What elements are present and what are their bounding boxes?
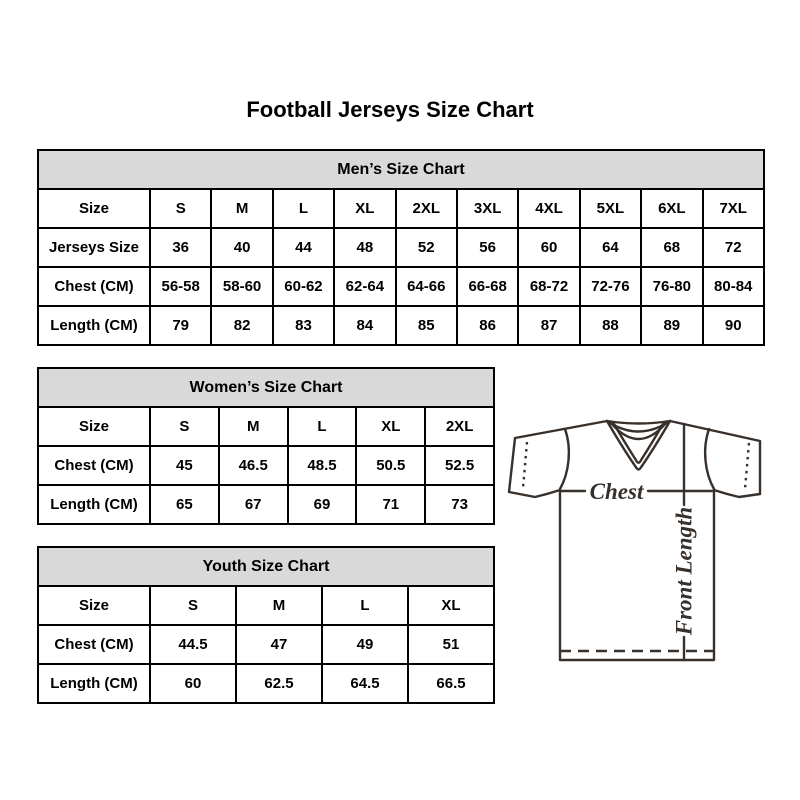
table-row: [38, 306, 764, 345]
size-cell: 69: [288, 485, 357, 524]
table-row: [38, 189, 764, 228]
table-header-row: [38, 150, 764, 189]
table-row: [38, 586, 494, 625]
table-row: [38, 267, 764, 306]
chest-measure-label: Chest: [589, 479, 644, 504]
size-cell: 52: [396, 228, 457, 267]
cuff-dotted-line-right: [745, 443, 749, 489]
size-cell: 7XL: [703, 189, 764, 228]
row-label: Size: [38, 189, 150, 228]
size-cell: 71: [356, 485, 425, 524]
womens-table-title: Women’s Size Chart: [38, 368, 494, 407]
size-cell: 56-58: [150, 267, 211, 306]
size-cell: 48: [334, 228, 395, 267]
size-cell: L: [322, 586, 408, 625]
size-cell: 87: [518, 306, 579, 345]
size-cell: 49: [322, 625, 408, 664]
table-row: [38, 625, 494, 664]
size-cell: 62-64: [334, 267, 395, 306]
size-cell: 72: [703, 228, 764, 267]
mens-size-table: [37, 149, 765, 346]
size-cell: 79: [150, 306, 211, 345]
row-label: Length (CM): [38, 485, 150, 524]
size-cell: 68-72: [518, 267, 579, 306]
table-row: [38, 485, 494, 524]
size-cell: 64.5: [322, 664, 408, 703]
row-label: Jerseys Size: [38, 228, 150, 267]
size-cell: 50.5: [356, 446, 425, 485]
size-cell: 85: [396, 306, 457, 345]
row-label: Chest (CM): [38, 446, 150, 485]
size-cell: 40: [211, 228, 272, 267]
size-cell: 90: [703, 306, 764, 345]
size-cell: 76-80: [641, 267, 702, 306]
size-cell: 67: [219, 485, 288, 524]
size-cell: 66.5: [408, 664, 494, 703]
row-label: Length (CM): [38, 306, 150, 345]
size-cell: M: [219, 407, 288, 446]
size-cell: 56: [457, 228, 518, 267]
size-cell: 6XL: [641, 189, 702, 228]
size-cell: 64-66: [396, 267, 457, 306]
size-cell: 88: [580, 306, 641, 345]
size-cell: 82: [211, 306, 272, 345]
size-cell: 62.5: [236, 664, 322, 703]
size-cell: 89: [641, 306, 702, 345]
youth-size-table: [37, 546, 495, 704]
table-header-row: [38, 368, 494, 407]
row-label: Size: [38, 407, 150, 446]
table-row: [38, 664, 494, 703]
size-cell: 60: [518, 228, 579, 267]
cuff-dotted-line-left: [523, 442, 527, 488]
size-cell: 44: [273, 228, 334, 267]
armhole-seam-right: [705, 429, 714, 489]
size-cell: L: [273, 189, 334, 228]
size-cell: 44.5: [150, 625, 236, 664]
size-cell: 83: [273, 306, 334, 345]
size-cell: XL: [356, 407, 425, 446]
size-cell: 80-84: [703, 267, 764, 306]
table-header-row: [38, 547, 494, 586]
size-cell: 36: [150, 228, 211, 267]
size-cell: L: [288, 407, 357, 446]
size-cell: XL: [334, 189, 395, 228]
size-cell: XL: [408, 586, 494, 625]
row-label: Size: [38, 586, 150, 625]
table-row: [38, 228, 764, 267]
size-cell: 60-62: [273, 267, 334, 306]
size-cell: 65: [150, 485, 219, 524]
size-cell: 72-76: [580, 267, 641, 306]
size-cell: S: [150, 189, 211, 228]
size-cell: 68: [641, 228, 702, 267]
collar-top-edge: [607, 421, 670, 424]
youth-table-title: Youth Size Chart: [38, 547, 494, 586]
womens-size-table: [37, 367, 495, 525]
size-cell: 73: [425, 485, 494, 524]
mens-table-title: Men’s Size Chart: [38, 150, 764, 189]
size-cell: 52.5: [425, 446, 494, 485]
size-cell: 58-60: [211, 267, 272, 306]
size-cell: 66-68: [457, 267, 518, 306]
armhole-seam-left: [560, 429, 569, 489]
size-cell: 4XL: [518, 189, 579, 228]
row-label: Chest (CM): [38, 625, 150, 664]
front-length-measure-label: Front Length: [671, 506, 697, 636]
size-cell: 2XL: [425, 407, 494, 446]
size-cell: 86: [457, 306, 518, 345]
size-cell: 48.5: [288, 446, 357, 485]
row-label: Chest (CM): [38, 267, 150, 306]
size-cell: 2XL: [396, 189, 457, 228]
size-cell: 46.5: [219, 446, 288, 485]
size-cell: 5XL: [580, 189, 641, 228]
size-cell: 3XL: [457, 189, 518, 228]
jersey-measurement-diagram: [495, 393, 795, 693]
size-cell: S: [150, 407, 219, 446]
size-cell: 45: [150, 446, 219, 485]
size-cell: 84: [334, 306, 395, 345]
size-cell: M: [211, 189, 272, 228]
size-cell: 60: [150, 664, 236, 703]
size-cell: 51: [408, 625, 494, 664]
size-cell: S: [150, 586, 236, 625]
size-cell: 47: [236, 625, 322, 664]
table-row: [38, 407, 494, 446]
table-row: [38, 446, 494, 485]
size-cell: 64: [580, 228, 641, 267]
row-label: Length (CM): [38, 664, 150, 703]
size-cell: M: [236, 586, 322, 625]
page-title: Football Jerseys Size Chart: [246, 97, 534, 122]
